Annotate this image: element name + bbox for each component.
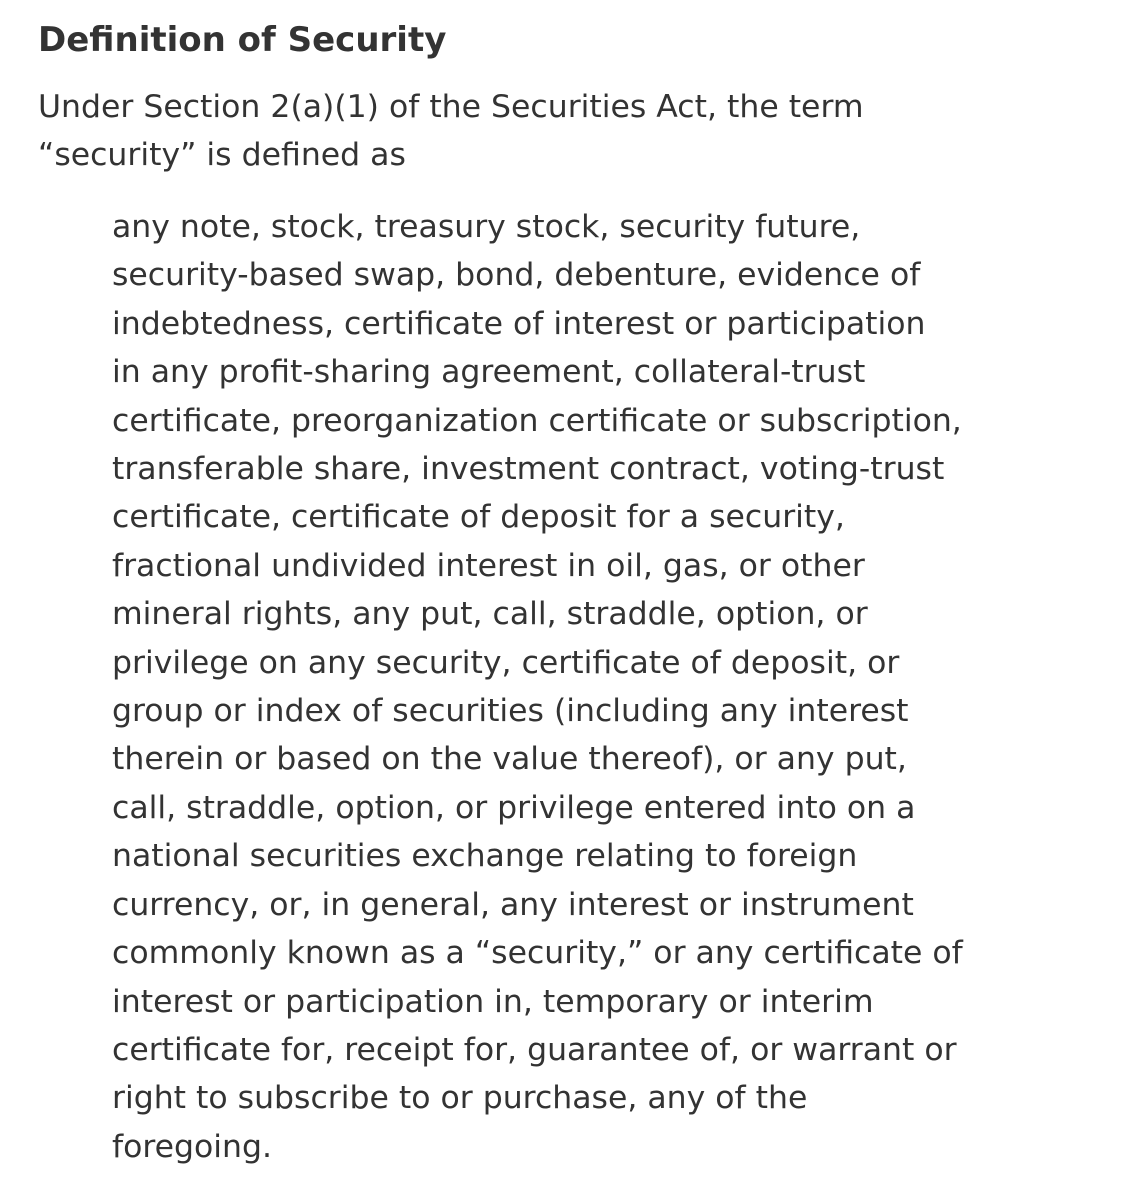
text-line: in any profit-sharing agreement, collateral-trust (112, 354, 866, 391)
text-line: currency, or, in general, any interest or instrument (112, 886, 914, 923)
text-line: certificate for, receipt for, guarantee of, or warrant or (112, 1031, 957, 1068)
text-line: mineral rights, any put, call, straddle, option, or (112, 596, 868, 633)
text-line: privilege on any security, certificate of deposit, or (112, 644, 900, 681)
text-line: fractional undivided interest in oil, gas, or other (112, 547, 865, 584)
text-line: right to subscribe to or purchase, any of the (112, 1080, 808, 1117)
section-heading: Definition of Security (38, 20, 447, 60)
text-line: certificate, preorganization certificate or subscription, (112, 402, 962, 439)
text-line: foregoing. (112, 1128, 272, 1165)
text-line: commonly known as a “security,” or any certificate of (112, 935, 963, 972)
intro-paragraph (38, 83, 864, 180)
text-line: indebtedness, certificate of interest or participation (112, 305, 926, 342)
text-line: security-based swap, bond, debenture, evidence of (112, 257, 921, 294)
definition-blockquote (112, 203, 963, 1171)
text-line: therein or based on the value thereof), or any put, (112, 741, 907, 778)
text-line: Under Section 2(a)(1) of the Securities Act, the term (38, 89, 864, 125)
text-line: call, straddle, option, or privilege entered into on a (112, 789, 916, 826)
text-line: certificate, certificate of deposit for a security, (112, 499, 845, 536)
text-line: “security” is defined as (38, 137, 406, 174)
text-line: group or index of securities (including any interest (112, 693, 909, 730)
text-line: national securities exchange relating to foreign (112, 838, 858, 875)
text-line: transferable share, investment contract, voting-trust (112, 451, 945, 488)
text-line: any note, stock, treasury stock, security future, (112, 209, 861, 245)
text-line: interest or participation in, temporary or interim (112, 983, 874, 1020)
